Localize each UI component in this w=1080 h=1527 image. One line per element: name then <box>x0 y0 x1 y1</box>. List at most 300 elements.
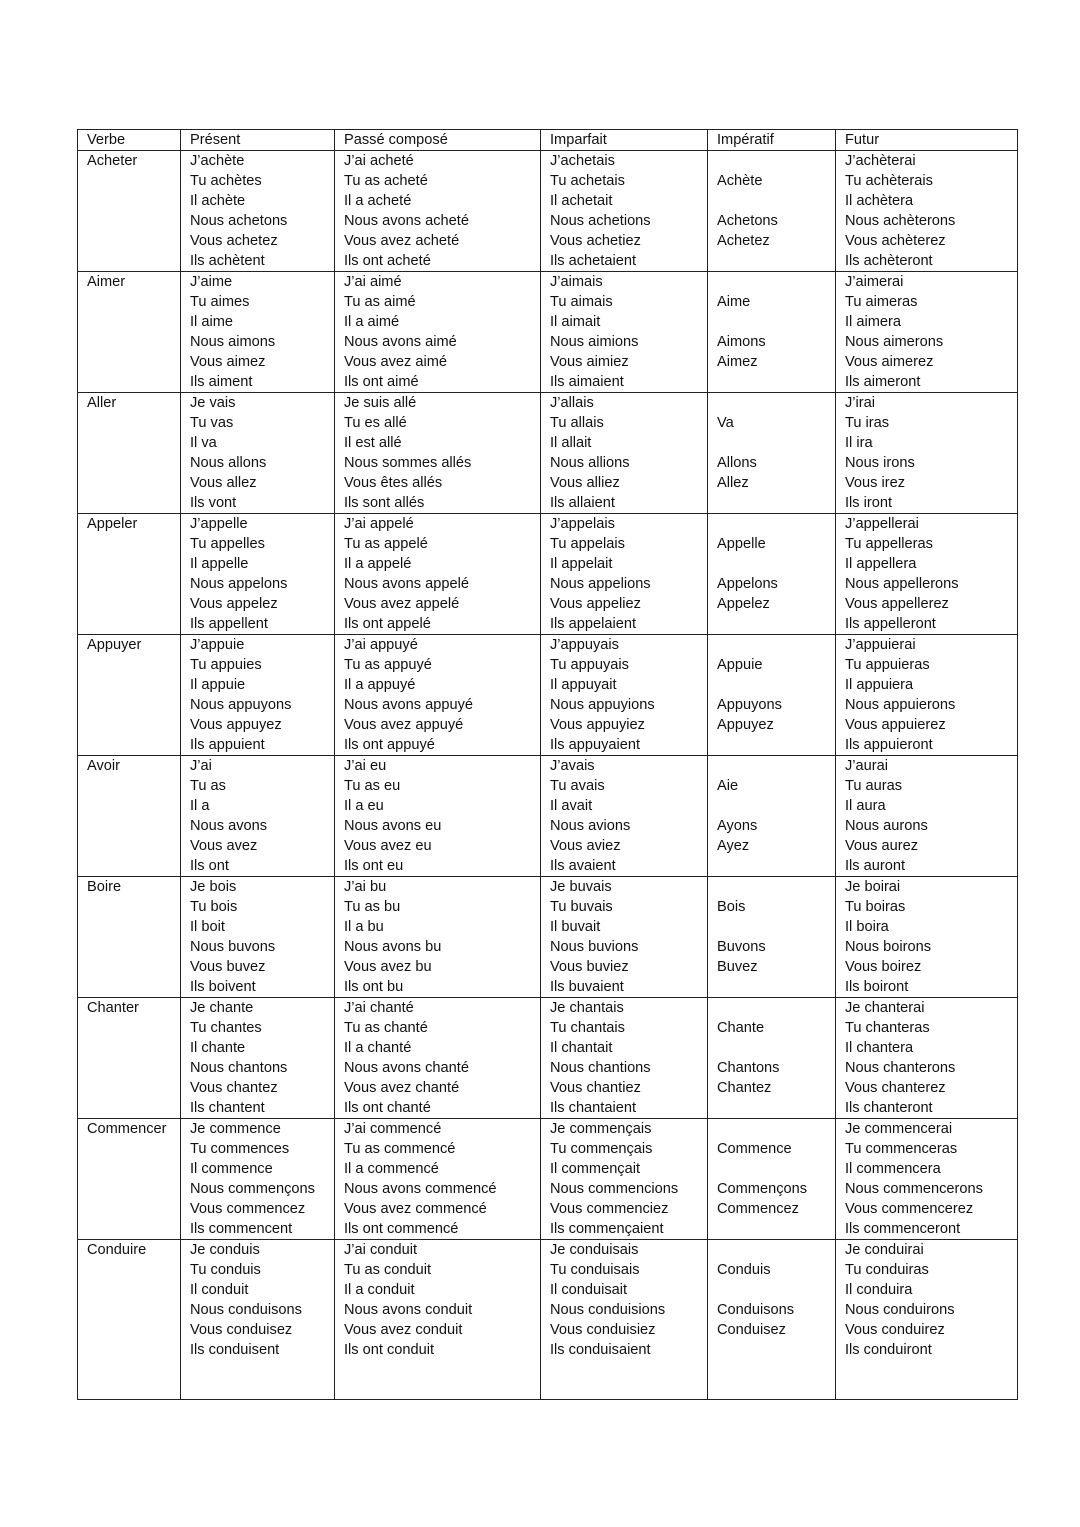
imparfait-form: Il conduisait <box>550 1282 628 1298</box>
futur-form: J’aimerai <box>845 274 904 290</box>
present-form: Nous allons <box>190 455 267 471</box>
present-form: Ils ont <box>190 858 229 874</box>
imperatif-form <box>717 1219 835 1239</box>
futur-form: Ils achèteront <box>845 253 933 269</box>
imperatif-form: Aimons <box>717 334 766 350</box>
imperatif-form <box>717 1340 835 1360</box>
passe-compose-form: Nous sommes allés <box>344 455 472 471</box>
imperatif-form <box>717 1038 835 1058</box>
imparfait-form: Tu conduisais <box>550 1262 640 1278</box>
imperatif-form <box>717 877 835 897</box>
imperatif-form <box>717 393 835 413</box>
futur-cell <box>836 272 1018 393</box>
present-form: Ils boivent <box>190 979 256 995</box>
futur-form: Je boirai <box>845 879 901 895</box>
verb-row <box>78 998 1018 1119</box>
imparfait-form: Tu appelais <box>550 536 625 552</box>
verb-row <box>78 877 1018 998</box>
passe-compose-form: J’ai commencé <box>344 1121 442 1137</box>
imparfait-form: Tu achetais <box>550 173 625 189</box>
present-form: Tu achètes <box>190 173 262 189</box>
imperatif-form: Commencez <box>717 1201 799 1217</box>
imparfait-form: J’avais <box>550 758 595 774</box>
present-cell <box>181 877 335 998</box>
passe-compose-form: Je suis allé <box>344 395 417 411</box>
futur-form: Je chanterai <box>845 1000 925 1016</box>
imperatif-form <box>717 514 835 534</box>
imparfait-form: Nous conduisions <box>550 1302 666 1318</box>
imparfait-cell <box>541 635 708 756</box>
imperatif-form <box>717 614 835 634</box>
imperatif-form <box>717 635 835 655</box>
futur-form: Vous irez <box>845 475 906 491</box>
passe-compose-form: Tu as eu <box>344 778 401 794</box>
present-form: J’aime <box>190 274 233 290</box>
header-present: Présent <box>181 130 335 151</box>
passe-compose-form: Vous avez eu <box>344 838 432 854</box>
verb-row <box>78 272 1018 393</box>
imperatif-cell <box>708 635 836 756</box>
verb-name: Boire <box>87 879 122 895</box>
verb-name-cell <box>78 272 181 393</box>
imperatif-form: Buvons <box>717 939 766 955</box>
present-form: Il appelle <box>190 556 249 572</box>
passe-compose-form: J’ai chanté <box>344 1000 414 1016</box>
imparfait-form: Vous chantiez <box>550 1080 641 1096</box>
header-imperatif: Impératif <box>708 130 836 151</box>
imparfait-form: Ils appelaient <box>550 616 637 632</box>
futur-form: Nous irons <box>845 455 915 471</box>
passe-compose-form: Vous avez acheté <box>344 233 460 249</box>
imperatif-form: Appuyez <box>717 717 774 733</box>
passe-compose-form: Nous avons appelé <box>344 576 469 592</box>
futur-form: Il boira <box>845 919 889 935</box>
imparfait-form: Nous buvions <box>550 939 639 955</box>
imperatif-form: Achetons <box>717 213 778 229</box>
passe-compose-form: Ils ont chanté <box>344 1100 431 1116</box>
imperatif-form <box>717 251 835 271</box>
futur-cell <box>836 1119 1018 1240</box>
imparfait-form: Nous appuyions <box>550 697 655 713</box>
imparfait-form: Ils avaient <box>550 858 616 874</box>
present-form: Nous aimons <box>190 334 276 350</box>
imperatif-form: Appelons <box>717 576 778 592</box>
imparfait-form: Vous commenciez <box>550 1201 669 1217</box>
imparfait-form: Vous aviez <box>550 838 621 854</box>
passe-compose-form: Tu as appelé <box>344 536 428 552</box>
imperatif-form <box>717 433 835 453</box>
present-form: Tu appuies <box>190 657 262 673</box>
passe-compose-form: Tu as appuyé <box>344 657 432 673</box>
passe-compose-form: J’ai aimé <box>344 274 402 290</box>
passe-compose-cell <box>335 877 541 998</box>
passe-compose-form: Il a chanté <box>344 1040 412 1056</box>
imparfait-form: Nous achetions <box>550 213 651 229</box>
present-form: Tu conduis <box>190 1262 261 1278</box>
imparfait-cell <box>541 756 708 877</box>
verb-name-cell <box>78 998 181 1119</box>
imperatif-form: Buvez <box>717 959 758 975</box>
present-form: Nous achetons <box>190 213 288 229</box>
imperatif-form: Aie <box>717 778 739 794</box>
passe-compose-cell <box>335 998 541 1119</box>
passe-compose-form: Il a aimé <box>344 314 400 330</box>
imparfait-cell <box>541 998 708 1119</box>
futur-form: Il ira <box>845 435 873 451</box>
passe-compose-form: Ils ont bu <box>344 979 404 995</box>
verb-name-cell <box>78 1119 181 1240</box>
passe-compose-form: J’ai bu <box>344 879 387 895</box>
passe-compose-form: Il est allé <box>344 435 402 451</box>
imparfait-form: J’appelais <box>550 516 615 532</box>
imparfait-form: Tu commençais <box>550 1141 653 1157</box>
passe-compose-form: Nous avons chanté <box>344 1060 469 1076</box>
futur-cell <box>836 151 1018 272</box>
verb-row <box>78 756 1018 877</box>
present-form: Vous allez <box>190 475 257 491</box>
imparfait-form: Vous alliez <box>550 475 620 491</box>
imperatif-form <box>717 977 835 997</box>
imperatif-form: Achète <box>717 173 763 189</box>
imparfait-form: Vous appeliez <box>550 596 641 612</box>
present-form: Ils commencent <box>190 1221 293 1237</box>
present-cell <box>181 272 335 393</box>
passe-compose-form: Nous avons commencé <box>344 1181 497 1197</box>
imparfait-form: Tu chantais <box>550 1020 625 1036</box>
present-form: Il a <box>190 798 210 814</box>
imparfait-form: Tu buvais <box>550 899 613 915</box>
imperatif-cell <box>708 272 836 393</box>
present-form: J’achète <box>190 153 245 169</box>
imperatif-form <box>717 1098 835 1118</box>
verb-row <box>78 151 1018 272</box>
imparfait-cell <box>541 393 708 514</box>
futur-form: J’appellerai <box>845 516 919 532</box>
present-cell <box>181 393 335 514</box>
imperatif-form: Aimez <box>717 354 758 370</box>
futur-cell <box>836 635 1018 756</box>
present-form: Ils achètent <box>190 253 265 269</box>
futur-form: Vous aimerez <box>845 354 934 370</box>
futur-form: Ils appuieront <box>845 737 933 753</box>
imparfait-form: Il avait <box>550 798 593 814</box>
futur-form: Ils conduiront <box>845 1342 932 1358</box>
futur-form: Ils iront <box>845 495 893 511</box>
passe-compose-form: Il a commencé <box>344 1161 439 1177</box>
present-form: Tu aimes <box>190 294 250 310</box>
verb-name-cell <box>78 393 181 514</box>
imparfait-form: Ils achetaient <box>550 253 636 269</box>
verb-row <box>78 514 1018 635</box>
imparfait-form: Vous conduisiez <box>550 1322 656 1338</box>
present-form: Vous buvez <box>190 959 266 975</box>
verb-name: Chanter <box>87 1000 139 1016</box>
header-futur: Futur <box>836 130 1018 151</box>
imparfait-form: Tu allais <box>550 415 604 431</box>
passe-compose-form: J’ai acheté <box>344 153 414 169</box>
imperatif-cell <box>708 756 836 877</box>
passe-compose-form: Ils ont appelé <box>344 616 431 632</box>
present-form: Tu vas <box>190 415 234 431</box>
imperatif-form <box>717 1159 835 1179</box>
imperatif-form <box>717 796 835 816</box>
verb-name-cell <box>78 756 181 877</box>
imperatif-cell <box>708 514 836 635</box>
futur-cell <box>836 393 1018 514</box>
futur-form: Vous conduirez <box>845 1322 945 1338</box>
passe-compose-form: Tu as commencé <box>344 1141 456 1157</box>
passe-compose-form: Ils ont aimé <box>344 374 419 390</box>
imperatif-form <box>717 756 835 776</box>
passe-compose-form: Tu es allé <box>344 415 407 431</box>
present-form: Nous appuyons <box>190 697 292 713</box>
imparfait-form: Il chantait <box>550 1040 613 1056</box>
present-form: Je conduis <box>190 1242 260 1258</box>
imparfait-form: Il appelait <box>550 556 613 572</box>
passe-compose-form: Ils sont allés <box>344 495 425 511</box>
passe-compose-form: Ils ont appuyé <box>344 737 435 753</box>
futur-cell <box>836 998 1018 1119</box>
futur-form: Nous boirons <box>845 939 931 955</box>
present-form: Nous avons <box>190 818 268 834</box>
futur-form: Tu appuieras <box>845 657 930 673</box>
passe-compose-cell <box>335 1240 541 1400</box>
present-form: Il va <box>190 435 217 451</box>
verb-name: Appuyer <box>87 637 142 653</box>
imperatif-form <box>717 856 835 876</box>
passe-compose-form: Ils ont conduit <box>344 1342 435 1358</box>
present-form: Je chante <box>190 1000 254 1016</box>
imparfait-form: Je buvais <box>550 879 612 895</box>
imparfait-cell <box>541 1119 708 1240</box>
futur-form: Tu iras <box>845 415 890 431</box>
passe-compose-form: Ils ont acheté <box>344 253 431 269</box>
futur-form: Ils chanteront <box>845 1100 933 1116</box>
futur-form: Nous aimerons <box>845 334 944 350</box>
present-form: Tu appelles <box>190 536 265 552</box>
imparfait-form: Vous buviez <box>550 959 629 975</box>
imperatif-form: Ayez <box>717 838 750 854</box>
present-form: Je vais <box>190 395 236 411</box>
imperatif-form: Allons <box>717 455 757 471</box>
verb-row <box>78 635 1018 756</box>
header-verbe: Verbe <box>78 130 181 151</box>
imperatif-form: Chantons <box>717 1060 780 1076</box>
imperatif-form: Chantez <box>717 1080 772 1096</box>
present-form: Ils appellent <box>190 616 268 632</box>
imparfait-form: Il achetait <box>550 193 613 209</box>
verb-name-cell <box>78 877 181 998</box>
imperatif-form: Conduisez <box>717 1322 786 1338</box>
passe-compose-form: Nous avons eu <box>344 818 442 834</box>
passe-compose-form: Vous avez bu <box>344 959 432 975</box>
imperatif-form: Conduis <box>717 1262 771 1278</box>
futur-form: Il aimera <box>845 314 901 330</box>
passe-compose-form: Nous avons appuyé <box>344 697 473 713</box>
imperatif-form: Ayons <box>717 818 758 834</box>
imparfait-form: Tu avais <box>550 778 605 794</box>
imparfait-form: Ils allaient <box>550 495 615 511</box>
imperatif-form: Conduisons <box>717 1302 795 1318</box>
imparfait-form: Je commençais <box>550 1121 652 1137</box>
imparfait-form: Tu aimais <box>550 294 613 310</box>
futur-form: J’aurai <box>845 758 888 774</box>
imperatif-cell <box>708 1119 836 1240</box>
imperatif-form <box>717 272 835 292</box>
futur-form: Vous aurez <box>845 838 919 854</box>
futur-form: Ils appelleront <box>845 616 936 632</box>
futur-form: Il commencera <box>845 1161 941 1177</box>
futur-form: Vous commencerez <box>845 1201 974 1217</box>
imperatif-cell <box>708 1240 836 1400</box>
imperatif-form: Appelle <box>717 536 766 552</box>
futur-form: Nous aurons <box>845 818 928 834</box>
futur-form: J’appuierai <box>845 637 916 653</box>
verb-name-cell <box>78 1240 181 1400</box>
present-cell <box>181 998 335 1119</box>
imparfait-form: Ils conduisaient <box>550 1342 651 1358</box>
imperatif-form <box>717 675 835 695</box>
futur-form: Je commencerai <box>845 1121 953 1137</box>
passe-compose-form: Il a bu <box>344 919 384 935</box>
imperatif-form <box>717 917 835 937</box>
imparfait-cell <box>541 1240 708 1400</box>
imparfait-form: Il commençait <box>550 1161 641 1177</box>
futur-cell <box>836 514 1018 635</box>
imperatif-form <box>717 151 835 171</box>
futur-form: Tu chanteras <box>845 1020 930 1036</box>
passe-compose-form: Vous avez appuyé <box>344 717 464 733</box>
futur-form: Tu commenceras <box>845 1141 958 1157</box>
futur-form: Ils boiront <box>845 979 909 995</box>
present-form: Ils aiment <box>190 374 253 390</box>
verb-name: Appeler <box>87 516 138 532</box>
present-cell <box>181 1240 335 1400</box>
passe-compose-form: Vous avez aimé <box>344 354 448 370</box>
imparfait-form: Vous achetiez <box>550 233 641 249</box>
futur-form: Nous conduirons <box>845 1302 955 1318</box>
present-form: Vous aimez <box>190 354 266 370</box>
present-form: Ils chantent <box>190 1100 265 1116</box>
imparfait-form: Il allait <box>550 435 592 451</box>
imparfait-form: Ils appuyaient <box>550 737 641 753</box>
passe-compose-form: Vous êtes allés <box>344 475 443 491</box>
imperatif-cell <box>708 877 836 998</box>
passe-compose-form: Tu as bu <box>344 899 401 915</box>
verb-row <box>78 1119 1018 1240</box>
present-form: Nous buvons <box>190 939 276 955</box>
passe-compose-form: Ils ont commencé <box>344 1221 459 1237</box>
verb-name: Conduire <box>87 1242 147 1258</box>
verb-rows <box>78 151 1018 1400</box>
imparfait-form: Ils buvaient <box>550 979 624 995</box>
present-form: Tu bois <box>190 899 238 915</box>
header-passe-compose: Passé composé <box>335 130 541 151</box>
verb-name-cell <box>78 514 181 635</box>
present-form: Je commence <box>190 1121 281 1137</box>
futur-form: Nous appellerons <box>845 576 959 592</box>
imparfait-form: Nous chantions <box>550 1060 651 1076</box>
present-form: Ils vont <box>190 495 237 511</box>
present-form: Nous appelons <box>190 576 288 592</box>
imparfait-form: Il aimait <box>550 314 601 330</box>
present-form: Ils appuient <box>190 737 265 753</box>
present-form: Vous conduisez <box>190 1322 293 1338</box>
present-form: Vous commencez <box>190 1201 306 1217</box>
futur-cell <box>836 1240 1018 1400</box>
imparfait-form: Nous commencions <box>550 1181 679 1197</box>
futur-form: Il appellera <box>845 556 917 572</box>
imperatif-form <box>717 1119 835 1139</box>
passe-compose-cell <box>335 393 541 514</box>
verb-name: Aller <box>87 395 117 411</box>
present-form: Ils conduisent <box>190 1342 280 1358</box>
present-form: Je bois <box>190 879 237 895</box>
passe-compose-form: Nous avons bu <box>344 939 442 955</box>
imparfait-form: Ils chantaient <box>550 1100 636 1116</box>
present-form: Nous chantons <box>190 1060 288 1076</box>
passe-compose-form: Vous avez appelé <box>344 596 460 612</box>
verb-name: Acheter <box>87 153 138 169</box>
futur-form: Vous appuierez <box>845 717 946 733</box>
futur-cell <box>836 877 1018 998</box>
present-form: Il aime <box>190 314 233 330</box>
header-row <box>78 130 1018 151</box>
imparfait-form: J’appuyais <box>550 637 619 653</box>
passe-compose-cell <box>335 756 541 877</box>
passe-compose-form: Tu as conduit <box>344 1262 432 1278</box>
futur-form: Il aura <box>845 798 886 814</box>
verb-name-cell <box>78 635 181 756</box>
passe-compose-form: Nous avons aimé <box>344 334 457 350</box>
imparfait-form: Nous avions <box>550 818 631 834</box>
passe-compose-form: J’ai eu <box>344 758 387 774</box>
imperatif-form: Appelez <box>717 596 770 612</box>
header-imparfait: Imparfait <box>541 130 708 151</box>
present-form: Vous appuyez <box>190 717 282 733</box>
imparfait-form: Tu appuyais <box>550 657 629 673</box>
imparfait-form: Nous allions <box>550 455 630 471</box>
passe-compose-form: Il a acheté <box>344 193 412 209</box>
imperatif-form <box>717 554 835 574</box>
passe-compose-form: Tu as aimé <box>344 294 416 310</box>
imparfait-cell <box>541 151 708 272</box>
futur-form: Je conduirai <box>845 1242 924 1258</box>
imperatif-form: Aime <box>717 294 751 310</box>
futur-form: Vous chanterez <box>845 1080 946 1096</box>
imperatif-form: Bois <box>717 899 746 915</box>
present-form: Il commence <box>190 1161 273 1177</box>
imparfait-form: Nous appelions <box>550 576 651 592</box>
futur-form: Ils aimeront <box>845 374 921 390</box>
present-form: Tu chantes <box>190 1020 262 1036</box>
present-form: Nous conduisons <box>190 1302 302 1318</box>
passe-compose-form: J’ai appelé <box>344 516 414 532</box>
passe-compose-form: J’ai appuyé <box>344 637 418 653</box>
imperatif-cell <box>708 998 836 1119</box>
imperatif-form: Commence <box>717 1141 792 1157</box>
imperatif-form: Appuyons <box>717 697 782 713</box>
imparfait-form: Vous appuyiez <box>550 717 645 733</box>
present-form: Il appuie <box>190 677 246 693</box>
present-form: Tu as <box>190 778 226 794</box>
futur-form: Ils commenceront <box>845 1221 961 1237</box>
imperatif-form: Achetez <box>717 233 770 249</box>
passe-compose-form: J’ai conduit <box>344 1242 418 1258</box>
imparfait-form: Il buvait <box>550 919 601 935</box>
futur-form: Nous achèterons <box>845 213 956 229</box>
imperatif-form <box>717 1240 835 1260</box>
